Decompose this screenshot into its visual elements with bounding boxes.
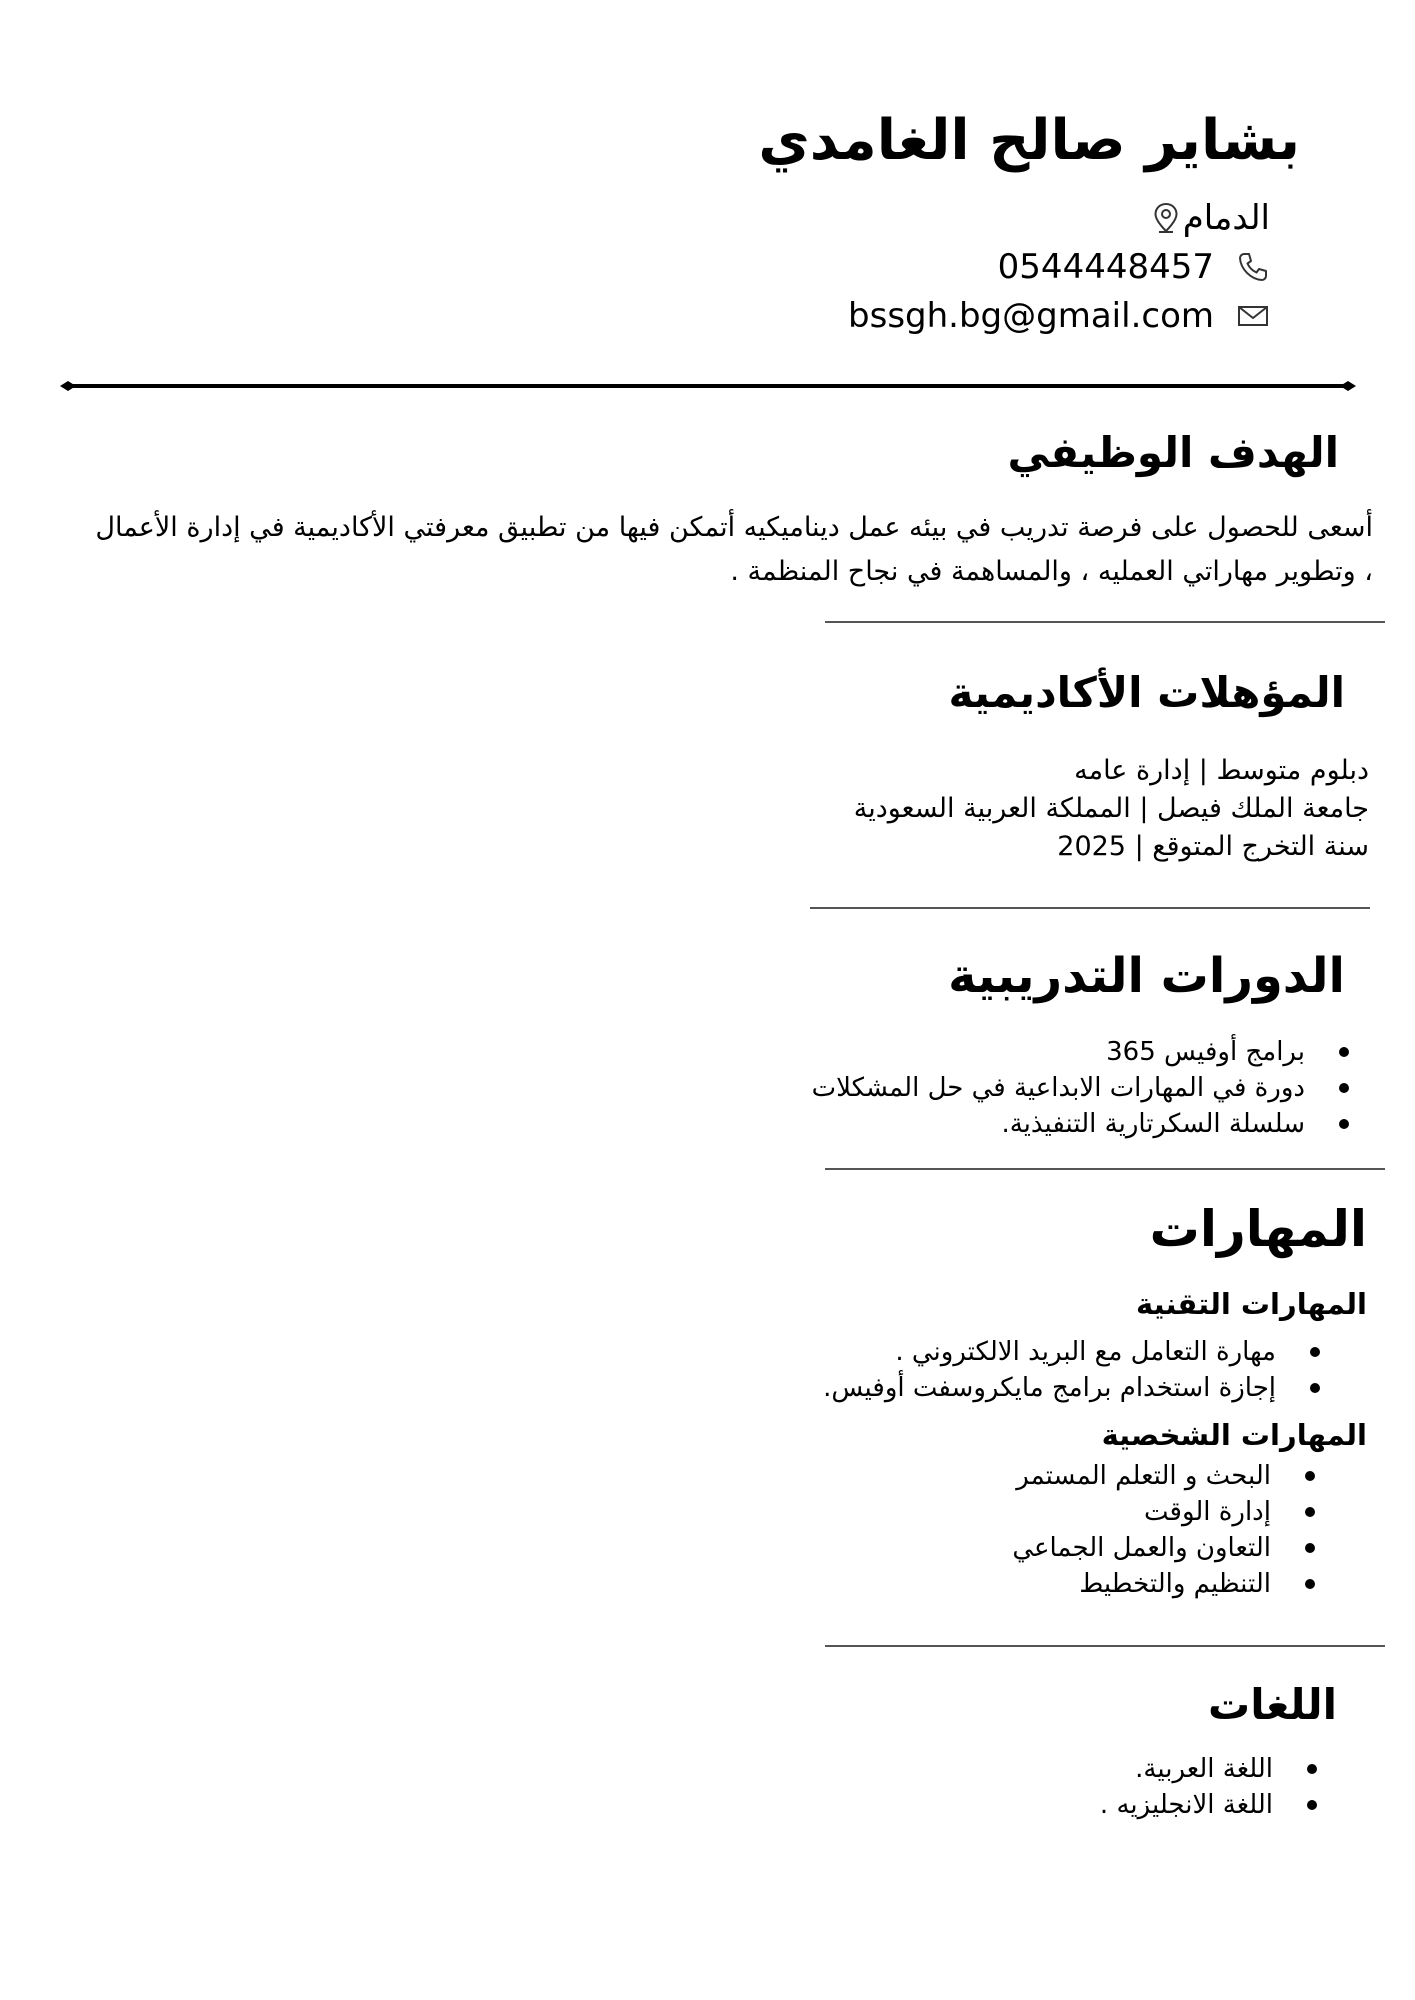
- section-divider: [810, 907, 1370, 909]
- envelope-icon: [1236, 299, 1270, 333]
- technical-skills-title: المهارات التقنية: [1136, 1287, 1367, 1321]
- personal-skills-list: [1012, 1458, 1315, 1602]
- section-divider: [825, 1168, 1385, 1170]
- education-title: المؤهلات الأكاديمية: [948, 668, 1345, 717]
- education-university: جامعة الملك فيصل | المملكة العربية السعودية: [853, 793, 1369, 824]
- section-divider: [825, 621, 1385, 623]
- list-item: إدارة الوقت: [1012, 1494, 1315, 1530]
- map-pin-icon: [1149, 201, 1183, 235]
- list-item: سلسلة السكرتارية التنفيذية.: [812, 1106, 1349, 1142]
- objective-text: أسعى للحصول على فرصة تدريب في بيئه عمل ديناميكيه أتمكن فيها من تطبيق معرفتي الأكاديمية في إدارة الأعمال ، وتطوير مهاراتي العمليه ، والمساهمة في نجاح المنظمة .: [95, 512, 1373, 587]
- education-degree: دبلوم متوسط | إدارة عامه: [1074, 755, 1369, 786]
- list-item: إجازة استخدام برامج مايكروسفت أوفيس.: [823, 1370, 1320, 1406]
- list-item: اللغة الانجليزيه .: [1100, 1787, 1317, 1823]
- phone-text: 0544448457: [997, 247, 1214, 287]
- list-item: البحث و التعلم المستمر: [1012, 1458, 1315, 1494]
- courses-title: الدورات التدريبية: [948, 948, 1345, 1004]
- phone-icon: [1236, 250, 1270, 284]
- education-graduation-year: سنة التخرج المتوقع | 2025: [1057, 831, 1369, 862]
- header-divider: [60, 379, 1356, 393]
- contact-phone: [998, 247, 1270, 287]
- email-text: bssgh.bg@gmail.com: [848, 296, 1214, 336]
- personal-skills-title: المهارات الشخصية: [1101, 1418, 1367, 1452]
- objective-title: الهدف الوظيفي: [1007, 428, 1339, 477]
- list-item: دورة في المهارات الابداعية في حل المشكلات: [812, 1070, 1349, 1106]
- technical-skills-list: [823, 1334, 1320, 1406]
- resume-name: بشاير صالح الغامدي: [758, 108, 1300, 173]
- courses-list: [812, 1034, 1349, 1142]
- list-item: اللغة العربية.: [1100, 1751, 1317, 1787]
- contact-location: [1127, 198, 1270, 238]
- list-item: مهارة التعامل مع البريد الالكتروني .: [823, 1334, 1320, 1370]
- education-details: [854, 752, 1369, 866]
- section-divider: [825, 1645, 1385, 1647]
- list-item: برامج أوفيس 365: [812, 1034, 1349, 1070]
- location-text: الدمام: [1182, 198, 1270, 238]
- list-item: التنظيم والتخطيط: [1012, 1566, 1315, 1602]
- languages-title: اللغات: [1208, 1680, 1337, 1729]
- list-item: التعاون والعمل الجماعي: [1012, 1530, 1315, 1566]
- languages-list: [1100, 1751, 1317, 1823]
- contact-email: [848, 296, 1270, 336]
- skills-title: المهارات: [1149, 1200, 1367, 1258]
